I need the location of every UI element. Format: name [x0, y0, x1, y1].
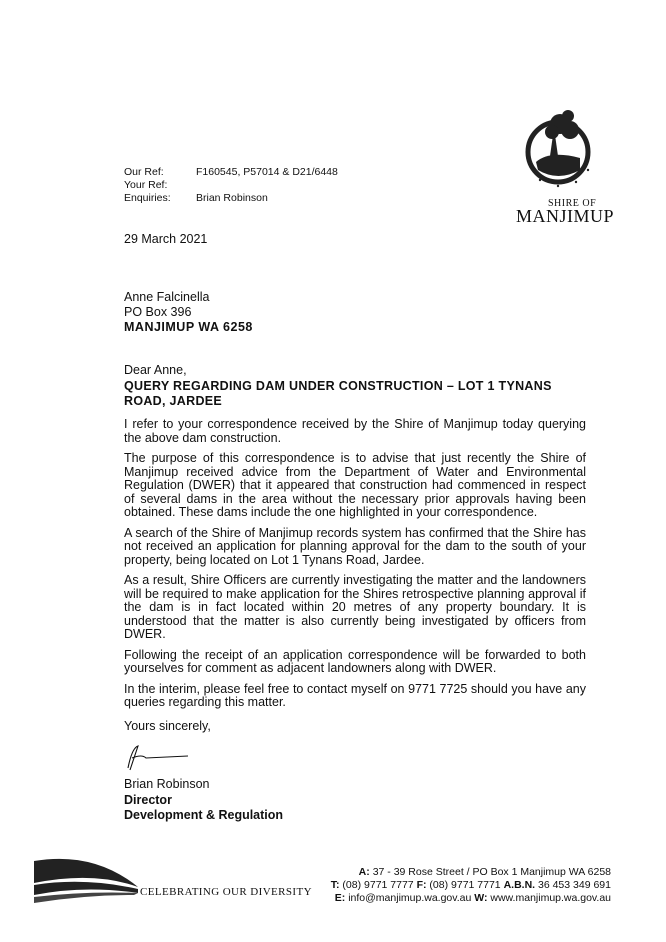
footer-contact	[331, 866, 611, 905]
body-paragraph: In the interim, please feel free to contact myself on 9771 7725 should you have any queries regarding this matter.	[124, 681, 586, 709]
body-paragraph: As a result, Shire Officers are currently investigating the matter and the landowners will be required to make application for the Shires retrospective planning approval if the dam is in fact located within 20 metres of any property boundary. It is understood that the matter is also currently being investigated by officers from DWER.	[124, 573, 586, 641]
recipient-address	[124, 290, 253, 335]
phone-value: (08) 9771 7777	[342, 879, 414, 891]
body-paragraph: I refer to your correspondence received by the Shire of Manjimup today querying the above dam construction.	[124, 417, 586, 445]
footer-email-line	[331, 892, 611, 905]
subject-heading: QUERY REGARDING DAM UNDER CONSTRUCTION – LOT 1 TYNANS ROAD, JARDEE	[124, 379, 552, 408]
body-paragraph: The purpose of this correspondence is to advise that just recently the Shire of Manjimup received advice from the Department of Water and Environmental Regulation (DWER) that it appeared that construction had commenced in respect of several dams in the area without the necessary prior approvals having been obtained. These dams include the one highlighted in your correspondence.	[124, 451, 586, 519]
letter-body	[124, 418, 586, 717]
ref-value: Brian Robinson	[196, 192, 268, 204]
web-label: W:	[474, 892, 488, 904]
ref-label: Enquiries:	[124, 192, 171, 204]
signature-icon	[122, 740, 194, 774]
shire-emblem-icon	[510, 100, 620, 200]
ref-label: Our Ref:	[124, 166, 164, 178]
email-value: info@manjimup.wa.gov.au	[348, 892, 472, 904]
shire-logo	[510, 100, 620, 225]
email-label: E:	[334, 892, 346, 904]
ref-row-enquiries	[124, 192, 338, 205]
recipient-name: Anne Falcinella	[124, 290, 210, 304]
body-paragraph: A search of the Shire of Manjimup records system has confirmed that the Shire has not received an application for planning approval for the dam to the south of your property, being located on Lot 1 Tynans Road, Jardee.	[124, 525, 586, 567]
fax-label: F:	[416, 879, 427, 891]
signer-block	[124, 777, 283, 824]
address-label: A:	[358, 866, 370, 878]
signer-title: Director	[124, 792, 172, 807]
letter-date: 29 March 2021	[124, 232, 208, 246]
recipient-town: MANJIMUP WA 6258	[124, 320, 253, 334]
abn-value: 36 453 349 691	[538, 879, 611, 891]
address-value: 37 - 39 Rose Street / PO Box 1 Manjimup WA 6258	[372, 866, 611, 878]
signer-department: Development & Regulation	[124, 808, 284, 822]
logo-line2: MANJIMUP	[516, 206, 615, 226]
reference-block	[124, 166, 338, 205]
salutation: Dear Anne,	[124, 363, 187, 377]
ref-row-our	[124, 166, 338, 179]
ref-value: F160545, P57014 & D21/6448	[196, 166, 338, 178]
logo-line1: SHIRE OF	[548, 198, 597, 209]
recipient-po-box: PO Box 396	[124, 305, 192, 319]
web-value: www.manjimup.wa.gov.au	[490, 892, 611, 904]
abn-label: A.B.N.	[503, 879, 536, 891]
footer-phone-line	[331, 879, 611, 892]
phone-label: T:	[330, 879, 340, 891]
body-paragraph: Following the receipt of an application correspondence will be forwarded to both yourselves for comment as adjacent landowners along with DWER.	[124, 647, 586, 675]
ref-row-your	[124, 179, 338, 192]
footer-address-line	[331, 866, 611, 879]
ref-label: Your Ref:	[124, 179, 168, 191]
closing: Yours sincerely,	[124, 719, 211, 733]
footer-tagline: CELEBRATING OUR DIVERSITY	[140, 886, 312, 898]
fax-value: (08) 9771 7771	[429, 879, 501, 891]
signer-name: Brian Robinson	[124, 777, 210, 791]
